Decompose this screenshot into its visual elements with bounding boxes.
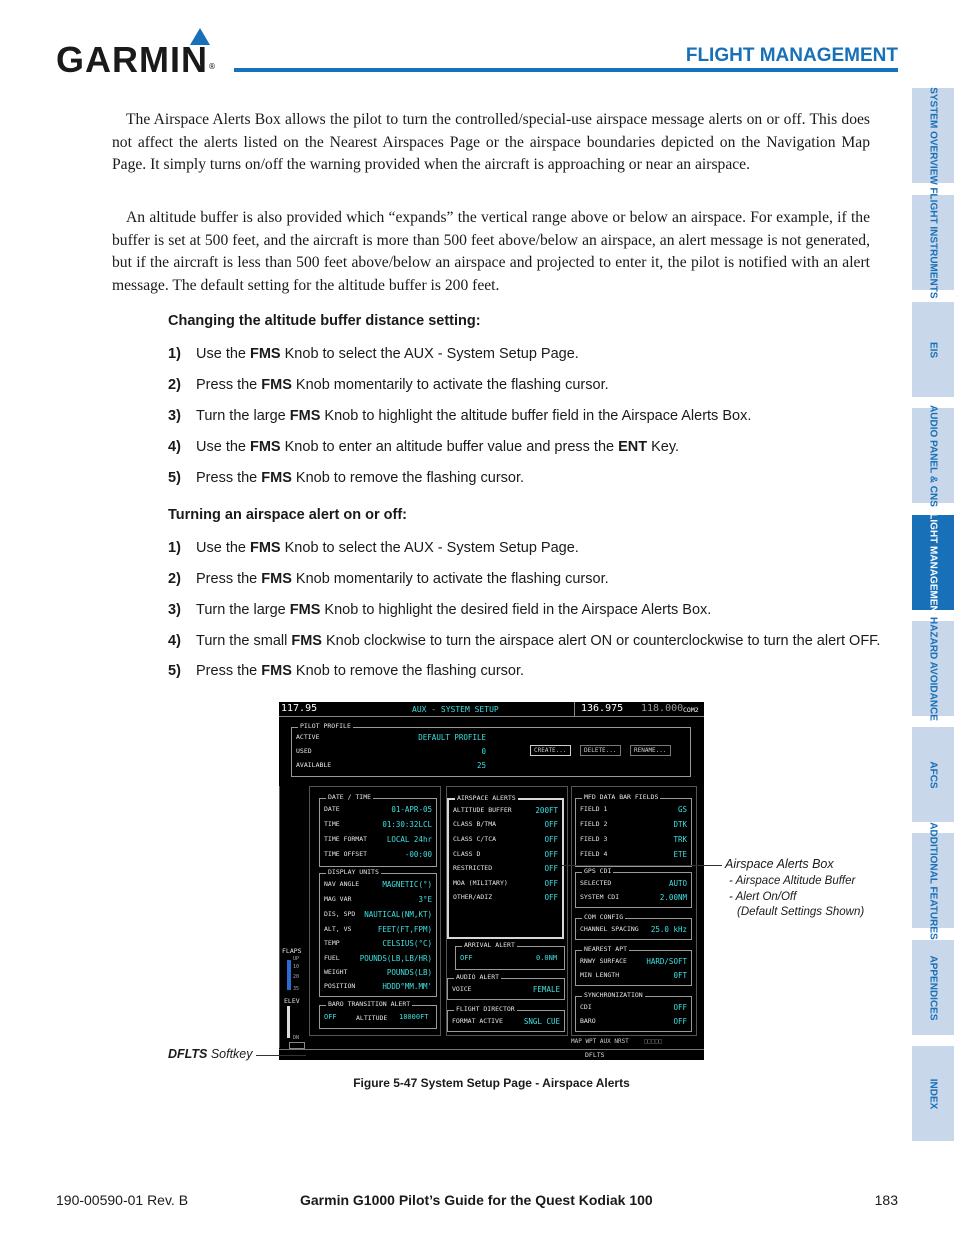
- date-time-box: [319, 793, 437, 867]
- softkey-bar-divider: [279, 1049, 704, 1050]
- page-group-indicator: MAP WPT AUX NRST: [571, 1038, 629, 1045]
- tab-label: ADDITIONAL FEATURES: [927, 821, 939, 940]
- flaps-gauge: [287, 960, 291, 990]
- setting-row[interactable]: SYSTEM CDI 2.00NM: [580, 893, 687, 902]
- create-profile-button[interactable]: CREATE...: [530, 745, 571, 756]
- synchronization-box: [575, 991, 692, 1032]
- airspace-alerts-box: [447, 794, 564, 939]
- com-standby-frequency: 118.000: [641, 703, 684, 714]
- procedure-step: 4) Use the FMS Knob to enter an altitude buffer value and press the ENT Key.: [168, 439, 680, 455]
- setting-row: POSITION HDDD°MM.MM': [324, 982, 432, 991]
- procedure-step: 5) Press the FMS Knob to remove the flashing cursor.: [168, 470, 525, 486]
- tab-system-overview[interactable]: [912, 88, 954, 183]
- airspace-row[interactable]: CLASS D OFF: [453, 850, 558, 859]
- page-dots-icon: □□□□□: [644, 1038, 663, 1045]
- setting-row[interactable]: FIELD 4 ETE: [580, 850, 687, 859]
- trim-indicator: [289, 1042, 305, 1049]
- procedure-step: 3) Turn the large FMS Knob to highlight the altitude buffer field in the Airspace Alerts Box.: [168, 408, 752, 424]
- com-label: COM2: [683, 706, 699, 714]
- arrival-alert-state[interactable]: OFF: [460, 954, 473, 962]
- procedure-heading: Changing the altitude buffer distance setting:: [168, 313, 481, 329]
- airspace-alerts-callout: Airspace Alerts Box: [725, 857, 834, 871]
- setting-row: TIME FORMAT LOCAL 24hr: [324, 835, 432, 844]
- box-title: GPS CDI: [584, 867, 612, 875]
- setting-row: WEIGHT POUNDS(LB): [324, 968, 432, 977]
- setting-row[interactable]: VOICE FEMALE: [452, 985, 560, 994]
- callout-subitem: - Alert On/Off: [729, 891, 797, 903]
- tab-hazard-avoidance[interactable]: [912, 616, 954, 721]
- brand-wordmark: GARMIN: [56, 39, 208, 80]
- box-title: SYNCHRONIZATION: [584, 991, 643, 999]
- box-title: FLIGHT DIRECTOR: [456, 1005, 515, 1013]
- procedure-heading: Turning an airspace alert on or off:: [168, 507, 408, 523]
- eis-border: [279, 786, 280, 1048]
- airspace-row[interactable]: CLASS C/TCA OFF: [453, 835, 558, 844]
- mfd-data-bar-box: [575, 793, 692, 867]
- flaps-scale-up: UP: [293, 956, 300, 962]
- setting-row: ALT, VS FEET(FT,FPM): [324, 925, 432, 934]
- procedure-step: 2) Press the FMS Knob momentarily to activate the flashing cursor.: [168, 571, 609, 587]
- pilot-profile-box: [291, 722, 691, 777]
- flaps-scale-35: 35: [293, 986, 300, 992]
- flaps-label: FLAPS: [282, 947, 302, 955]
- procedure-step: 4) Turn the small FMS Knob clockwise to turn the airspace alert ON or counterclockwise to turn the alert OFF.: [168, 633, 881, 649]
- airspace-row[interactable]: CLASS B/TMA OFF: [453, 820, 558, 829]
- elevator-trim-label: ELEV: [284, 997, 300, 1005]
- setting-row[interactable]: BARO OFF: [580, 1017, 687, 1026]
- procedure-step: 5) Press the FMS Knob to remove the flashing cursor.: [168, 663, 525, 679]
- tab-index[interactable]: [912, 1046, 954, 1141]
- setting-row: NAV ANGLE MAGNETIC(°): [324, 880, 432, 889]
- com-active-frequency: 136.975: [581, 703, 624, 714]
- profile-row: AVAILABLE 25: [296, 761, 486, 770]
- setting-row[interactable]: FIELD 3 TRK: [580, 835, 687, 844]
- flaps-scale-10: 10: [293, 964, 300, 970]
- box-title: ARRIVAL ALERT: [464, 941, 515, 949]
- tab-label: INDEX: [927, 1078, 939, 1109]
- tab-flight-management[interactable]: [912, 506, 954, 619]
- baro-altitude-label: ALTITUDE: [356, 1014, 388, 1022]
- airspace-row[interactable]: RESTRICTED OFF: [453, 864, 558, 873]
- garmin-logo: [56, 28, 221, 78]
- setting-row: TIME 01:30:32LCL: [324, 820, 432, 829]
- gps-cdi-box: [575, 867, 692, 908]
- airspace-row[interactable]: MOA (MILITARY) OFF: [453, 879, 558, 888]
- tab-afcs[interactable]: [912, 727, 954, 822]
- box-title: BARO TRANSITION ALERT: [328, 1000, 411, 1008]
- callout-subitem: - Airspace Altitude Buffer: [729, 875, 856, 887]
- page-title: AUX - SYSTEM SETUP: [412, 705, 499, 714]
- section-title: FLIGHT MANAGEMENT: [685, 45, 898, 66]
- arrival-alert-box: [455, 941, 565, 970]
- tab-label: AFCS: [927, 760, 939, 789]
- box-title: DISPLAY UNITS: [328, 868, 379, 876]
- dflts-softkey[interactable]: DFLTS: [585, 1051, 605, 1059]
- setting-row[interactable]: RNWY SURFACE HARD/SOFT: [580, 957, 687, 966]
- box-title: COM CONFIG: [584, 913, 624, 921]
- flaps-scale-20: 20: [293, 974, 300, 980]
- baro-transition-box: [319, 1000, 437, 1029]
- flight-director-box: [447, 1005, 565, 1032]
- audio-alert-box: [447, 973, 565, 1000]
- profile-row: USED 0: [296, 747, 486, 756]
- procedure-step: 3) Turn the large FMS Knob to highlight the desired field in the Airspace Alerts Box.: [168, 602, 712, 618]
- box-title: AIRSPACE ALERTS: [457, 794, 516, 802]
- nav-frequency: 117.95: [281, 703, 318, 714]
- paragraph-altitude-buffer: An altitude buffer is also provided which “expands” the vertical range above or below an airspace. For example, if the buffer is set at 500 feet, and the aircraft is more than 500 feet above/below an airspace, an alert message is not generated, but if the aircraft is less than 500 feet above/below an airspace and projected to enter it, the pilot is notified with an alert message. The default setting for the altitude buffer is 200 feet.: [112, 209, 870, 294]
- page-number: 183: [874, 1192, 898, 1208]
- baro-altitude-value[interactable]: 18000FT: [399, 1013, 429, 1021]
- com-config-box: [575, 913, 692, 940]
- setting-row[interactable]: FIELD 2 DTK: [580, 820, 687, 829]
- box-title: PILOT PROFILE: [300, 722, 351, 730]
- tab-label: AUDIO PANEL & CNS: [927, 404, 939, 507]
- com-divider: [574, 702, 575, 716]
- header-rule: [234, 68, 898, 72]
- tab-label: EIS: [927, 341, 939, 358]
- tab-label: FLIGHT MANAGEMENT: [927, 506, 939, 619]
- trim-gauge: [287, 1006, 290, 1038]
- tab-label: APPENDICES: [927, 954, 939, 1021]
- tab-appendices[interactable]: [912, 940, 954, 1035]
- rename-profile-button[interactable]: RENAME...: [630, 745, 671, 756]
- profile-row: ACTIVE DEFAULT PROFILE: [296, 733, 486, 742]
- top-bar-divider: [279, 716, 704, 717]
- procedure-step: 1) Use the FMS Knob to select the AUX - System Setup Page.: [168, 346, 579, 362]
- setting-row[interactable]: CDI OFF: [580, 1003, 687, 1012]
- setting-row: MAG VAR 3°E: [324, 895, 432, 904]
- doc-title: Garmin G1000 Pilot’s Guide for the Quest Kodiak 100: [300, 1192, 653, 1208]
- setting-row: DIS, SPD NAUTICAL(NM,KT): [324, 910, 432, 919]
- procedure-step: 2) Press the FMS Knob momentarily to activate the flashing cursor.: [168, 377, 609, 393]
- registered-mark-icon: ®: [208, 62, 216, 71]
- tab-eis[interactable]: [912, 302, 954, 397]
- setting-row[interactable]: MIN LENGTH 0FT: [580, 971, 687, 980]
- doc-number: 190-00590-01 Rev. B: [56, 1192, 189, 1208]
- delta-logo-icon: [190, 28, 210, 45]
- arrival-alert-distance[interactable]: 0.0NM: [536, 954, 558, 962]
- nearest-apt-box: [575, 945, 692, 986]
- setting-row: FUEL POUNDS(LB,LB/HR): [324, 954, 432, 963]
- setting-row[interactable]: FIELD 1 GS: [580, 805, 687, 814]
- dflts-callout-line: [256, 1055, 306, 1056]
- figure-caption: Figure 5-47 System Setup Page - Airspace Alerts: [353, 1076, 630, 1090]
- airspace-callout-line: [562, 865, 722, 866]
- dflts-softkey-callout: DFLTS Softkey: [168, 1047, 253, 1061]
- box-title: DATE / TIME: [328, 793, 372, 801]
- delete-profile-button[interactable]: DELETE...: [580, 745, 621, 756]
- tab-audio-panel-cns[interactable]: [912, 404, 954, 507]
- display-units-box: [319, 868, 437, 997]
- setting-row[interactable]: FORMAT ACTIVE SNGL CUE: [452, 1017, 560, 1026]
- setting-row: DATE 01-APR-05: [324, 805, 432, 814]
- baro-alert-state[interactable]: OFF: [324, 1013, 337, 1021]
- tab-additional-features[interactable]: [912, 821, 954, 940]
- airspace-row[interactable]: ALTITUDE BUFFER 200FT: [453, 806, 558, 815]
- callout-note: (Default Settings Shown): [737, 906, 865, 918]
- airspace-row[interactable]: OTHER/ADIZ OFF: [453, 893, 558, 902]
- procedure-step: 1) Use the FMS Knob to select the AUX - System Setup Page.: [168, 540, 579, 556]
- setting-row[interactable]: CHANNEL SPACING 25.0 kHz: [580, 925, 687, 934]
- paragraph-airspace-alerts: The Airspace Alerts Box allows the pilot to turn the controlled/special-use airspace message alerts on or off. This does not affect the alerts listed on the Nearest Airspaces Page or the airspace boundaries depicted on the Navigation Map Page. It simply turns on/off the warning provided when the aircraft is approaching or near an airspace.: [112, 111, 870, 173]
- tab-label: FLIGHT INSTRUMENTS: [927, 186, 939, 299]
- box-title: NEAREST APT: [584, 945, 628, 953]
- mfd-screenshot: [279, 702, 704, 1060]
- setting-row: TEMP CELSIUS(°C): [324, 939, 432, 948]
- tab-flight-instruments[interactable]: [912, 186, 954, 299]
- tab-label: HAZARD AVOIDANCE: [927, 616, 939, 721]
- setting-row[interactable]: SELECTED AUTO: [580, 879, 687, 888]
- box-title: MFD DATA BAR FIELDS: [584, 793, 659, 801]
- trim-scale-dn: DN: [293, 1035, 300, 1041]
- setting-row: TIME OFFSET -00:00: [324, 850, 432, 859]
- tab-label: SYSTEM OVERVIEW: [927, 86, 939, 185]
- box-title: AUDIO ALERT: [456, 973, 500, 981]
